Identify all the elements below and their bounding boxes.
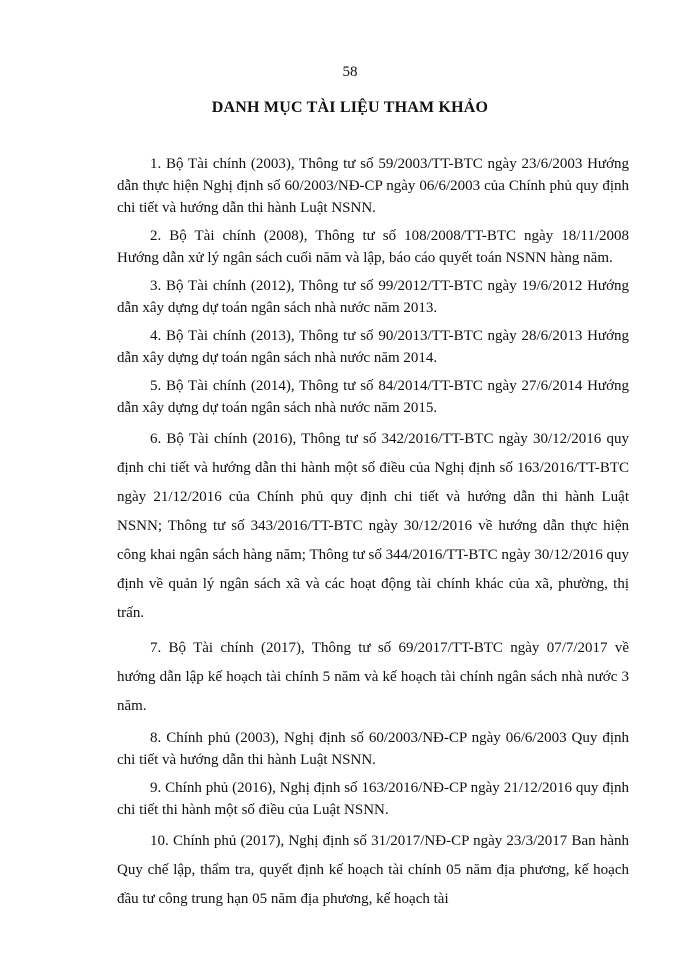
reference-item: 5. Bộ Tài chính (2014), Thông tư số 84/2014/TT-BTC ngày 27/6/2014 Hướng dẫn xây dựng dự toán ngân sách nhà nước năm 2015. bbox=[117, 378, 629, 416]
reference-item: 8. Chính phủ (2003), Nghị định số 60/2003/NĐ-CP ngày 06/6/2003 Quy định chi tiết và hướng dẫn thi hành Luật NSNN. bbox=[117, 730, 629, 768]
reference-item: 6. Bộ Tài chính (2016), Thông tư số 342/2016/TT-BTC ngày 30/12/2016 quy định chi tiết và hướng dẫn thi hành một số điều của Nghị định số 163/2016/TT-BTC ngày 21/12/2016 của Chính phủ quy định chi tiết và hướng dẫn thi hành Luật NSNN; Thông tư số 343/2016/TT-BTC ngày 30/12/2016 về hướng dẫn thực hiện công khai ngân sách hàng năm; Thông tư số 344/2016/TT-BTC ngày 30/12/2016 quy định về quản lý ngân sách xã và các hoạt động tài chính khác của xã, phường, thị trấn. bbox=[117, 431, 629, 621]
reference-item: 1. Bộ Tài chính (2003), Thông tư số 59/2003/TT-BTC ngày 23/6/2003 Hướng dẫn thực hiện Nghị định số 60/2003/NĐ-CP ngày 06/6/2003 của Chính phủ quy định chi tiết và hướng dẫn thi hành Luật NSNN. bbox=[117, 156, 629, 216]
reference-item: 3. Bộ Tài chính (2012), Thông tư số 99/2012/TT-BTC ngày 19/6/2012 Hướng dẫn xây dựng dự toán ngân sách nhà nước năm 2013. bbox=[117, 278, 629, 316]
reference-item: 2. Bộ Tài chính (2008), Thông tư số 108/2008/TT-BTC ngày 18/11/2008 Hướng dẫn xử lý ngân sách cuối năm và lập, báo cáo quyết toán NSNN hàng năm. bbox=[117, 228, 629, 266]
reference-item: 7. Bộ Tài chính (2017), Thông tư số 69/2017/TT-BTC ngày 07/7/2017 về hướng dẫn lập kế hoạch tài chính 5 năm và kế hoạch tài chính ngân sách nhà nước 3 năm. bbox=[117, 640, 629, 714]
reference-list bbox=[117, 153, 629, 920]
reference-item: 4. Bộ Tài chính (2013), Thông tư số 90/2013/TT-BTC ngày 28/6/2013 Hướng dẫn xây dựng dự toán ngân sách nhà nước năm 2014. bbox=[117, 328, 629, 366]
reference-item: 9. Chính phủ (2016), Nghị định số 163/2016/NĐ-CP ngày 21/12/2016 quy định chi tiết thi hành một số điều của Luật NSNN. bbox=[117, 780, 629, 818]
reference-item: 10. Chính phủ (2017), Nghị định số 31/2017/NĐ-CP ngày 23/3/2017 Ban hành Quy chế lập, thẩm tra, quyết định kế hoạch tài chính 05 năm địa phương, kế hoạch đầu tư công trung hạn 05 năm địa phương, kế hoạch tài bbox=[117, 833, 629, 907]
page-title: DANH MỤC TÀI LIỆU THAM KHẢO bbox=[211, 99, 489, 116]
page-number: 58 bbox=[342, 64, 358, 80]
